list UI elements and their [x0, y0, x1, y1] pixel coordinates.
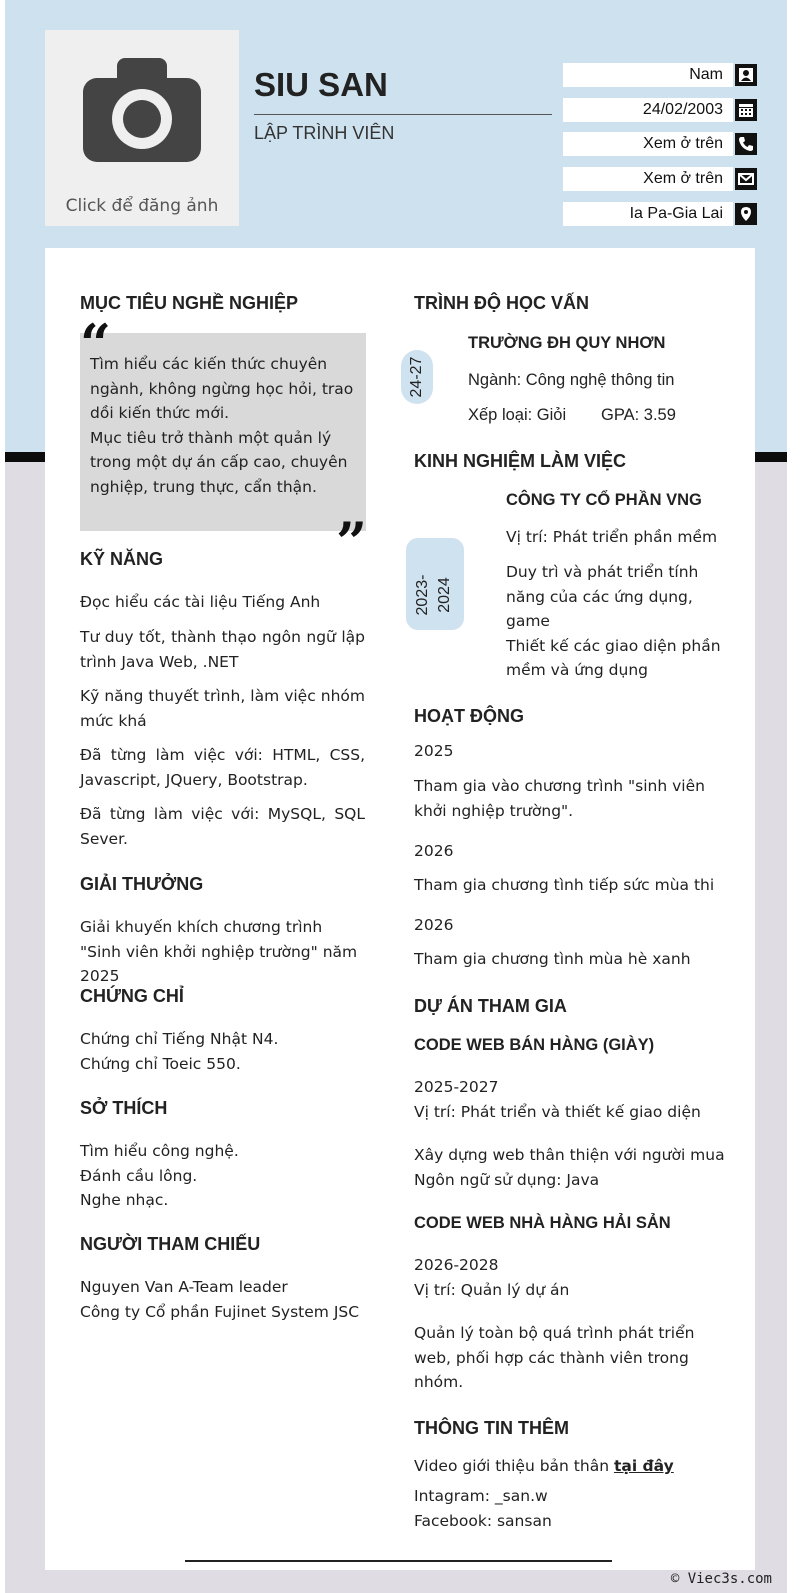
education-gpa: GPA: 3.59	[601, 406, 676, 424]
experience-duties: Duy trì và phát triển tính năng của các ứng dụng, game Thiết kế các giao diện phần mềm và ứng dụng	[506, 563, 721, 679]
references-heading: NGƯỜI THAM CHIẾU	[80, 1234, 261, 1254]
project-description: Xây dựng web thân thiện với người mua Ngôn ngữ sử dụng: Java	[414, 1146, 725, 1189]
info-address: Ia Pa-Gia Lai	[563, 202, 755, 226]
skill-item: Kỹ năng thuyết trình, làm việc nhóm mức khá	[80, 687, 365, 730]
hobbies-heading: SỞ THÍCH	[80, 1098, 168, 1118]
candidate-name: SIU SAN	[254, 66, 388, 103]
footer-divider	[185, 1560, 612, 1562]
certificate-list	[80, 1027, 365, 1076]
activity-text: Tham gia vào chương trình "sinh viên khởi nghiệp trường".	[414, 777, 705, 820]
company-name: CÔNG TY CỔ PHẦN VNG	[506, 491, 702, 509]
hobby-list	[80, 1139, 365, 1213]
activity-year: 2026	[414, 842, 454, 860]
info-phone: Xem ở trên	[563, 132, 755, 156]
skill-item: Đã từng làm việc với: MySQL, SQL Sever.	[80, 805, 365, 848]
hobby-item: Tìm hiểu công nghệ.	[80, 1142, 239, 1160]
projects-heading: DỰ ÁN THAM GIA	[414, 996, 567, 1016]
extra-social	[414, 1484, 734, 1533]
education-major: Ngành: Công nghệ thông tin	[468, 371, 675, 389]
activity-text: Tham gia chương tình mùa hè xanh	[414, 950, 691, 968]
close-quote-icon: ”	[336, 510, 368, 574]
school-name: TRƯỜNG ĐH QUY NHƠN	[468, 334, 666, 352]
project-name: CODE WEB NHÀ HÀNG HẢI SẢN	[414, 1214, 671, 1232]
hobby-item: Đánh cầu lông.	[80, 1166, 198, 1185]
extra-video-line: Video giới thiệu bản thân tại đây	[414, 1457, 674, 1475]
location-icon	[735, 203, 757, 225]
photo-upload-label: Click để đăng ảnh	[65, 196, 219, 216]
calendar-icon	[735, 99, 757, 121]
experience-heading: KINH NGHIỆM LÀM VIỆC	[414, 451, 627, 471]
certificates-heading: CHỨNG CHỈ	[80, 986, 184, 1006]
open-quote-icon: “	[80, 312, 112, 376]
activity-text: Tham gia chương tình tiếp sức mùa thi	[414, 876, 715, 894]
project-details: 2025-2027 Vị trí: Phát triển và thiết kế giao diện	[414, 1078, 701, 1121]
project-details: 2026-2028 Vị trí: Quản lý dự án	[414, 1256, 570, 1299]
facebook-handle: Facebook: sansan	[414, 1511, 552, 1530]
activity-year: 2025	[414, 742, 454, 760]
video-link[interactable]: tại đây	[613, 1457, 674, 1475]
mail-icon	[735, 168, 757, 190]
phone-icon	[735, 133, 757, 155]
reference-item: Nguyen Van A-Team leader	[80, 1278, 288, 1296]
person-icon	[735, 64, 757, 86]
education-rank: Xếp loại: Giỏi	[468, 406, 567, 424]
certificate-item: Chứng chỉ Toeic 550.	[80, 1054, 241, 1073]
info-gender: Nam	[563, 63, 755, 87]
job-title: LẬP TRÌNH VIÊN	[254, 123, 395, 143]
reference-list	[80, 1275, 380, 1324]
objective-text: Tìm hiểu các kiến thức chuyên ngành, không ngừng học hỏi, trao dồi kiến thức mới. Mục tiêu trở thành một quản lý trong một dự án cấp cao, chuyên nghiệp, trung thực, cẩn thận.	[90, 355, 354, 496]
skill-item: Đọc hiểu các tài liệu Tiếng Anh	[80, 593, 321, 611]
reference-item: Công ty Cổ phần Fujinet System JSC	[80, 1302, 360, 1321]
experience-period: 2023- 2024	[414, 574, 453, 616]
hobby-item: Nghe nhạc.	[80, 1191, 169, 1209]
experience-position: Vị trí: Phát triển phần mềm	[506, 528, 718, 546]
skill-item: Tư duy tốt, thành thạo ngôn ngữ lập trình Java Web, .NET	[80, 628, 365, 671]
education-heading: TRÌNH ĐỘ HỌC VẤN	[414, 293, 589, 313]
objective-heading: MỤC TIÊU NGHỀ NGHIỆP	[80, 293, 299, 313]
project-description: Quản lý toàn bộ quá trình phát triển web, phối hợp các thành viên trong nhóm.	[414, 1324, 695, 1391]
project-name: CODE WEB BÁN HÀNG (GIÀY)	[414, 1036, 655, 1054]
award-item: Giải khuyến khích chương trình "Sinh viên khởi nghiệp trường" năm 2025	[80, 918, 358, 985]
activity-year: 2026	[414, 916, 454, 934]
photo-upload[interactable]	[45, 30, 239, 226]
education-period: 24-27	[408, 356, 425, 398]
skills-heading: KỸ NĂNG	[80, 549, 164, 569]
awards-heading: GIẢI THƯỞNG	[80, 874, 204, 894]
skill-item: Đã từng làm việc với: HTML, CSS, Javascript, JQuery, Bootstrap.	[80, 746, 365, 789]
info-birthdate: 24/02/2003	[563, 98, 755, 122]
extra-info-heading: THÔNG TIN THÊM	[414, 1418, 569, 1438]
activities-heading: HOẠT ĐỘNG	[414, 706, 524, 726]
info-email: Xem ở trên	[563, 167, 755, 191]
camera-icon	[83, 58, 201, 162]
instagram-handle: Intagram: _san.w	[414, 1487, 548, 1505]
watermark: © Viec3s.com	[670, 1571, 772, 1587]
certificate-item: Chứng chỉ Tiếng Nhật N4.	[80, 1030, 279, 1048]
name-underline	[254, 114, 552, 115]
